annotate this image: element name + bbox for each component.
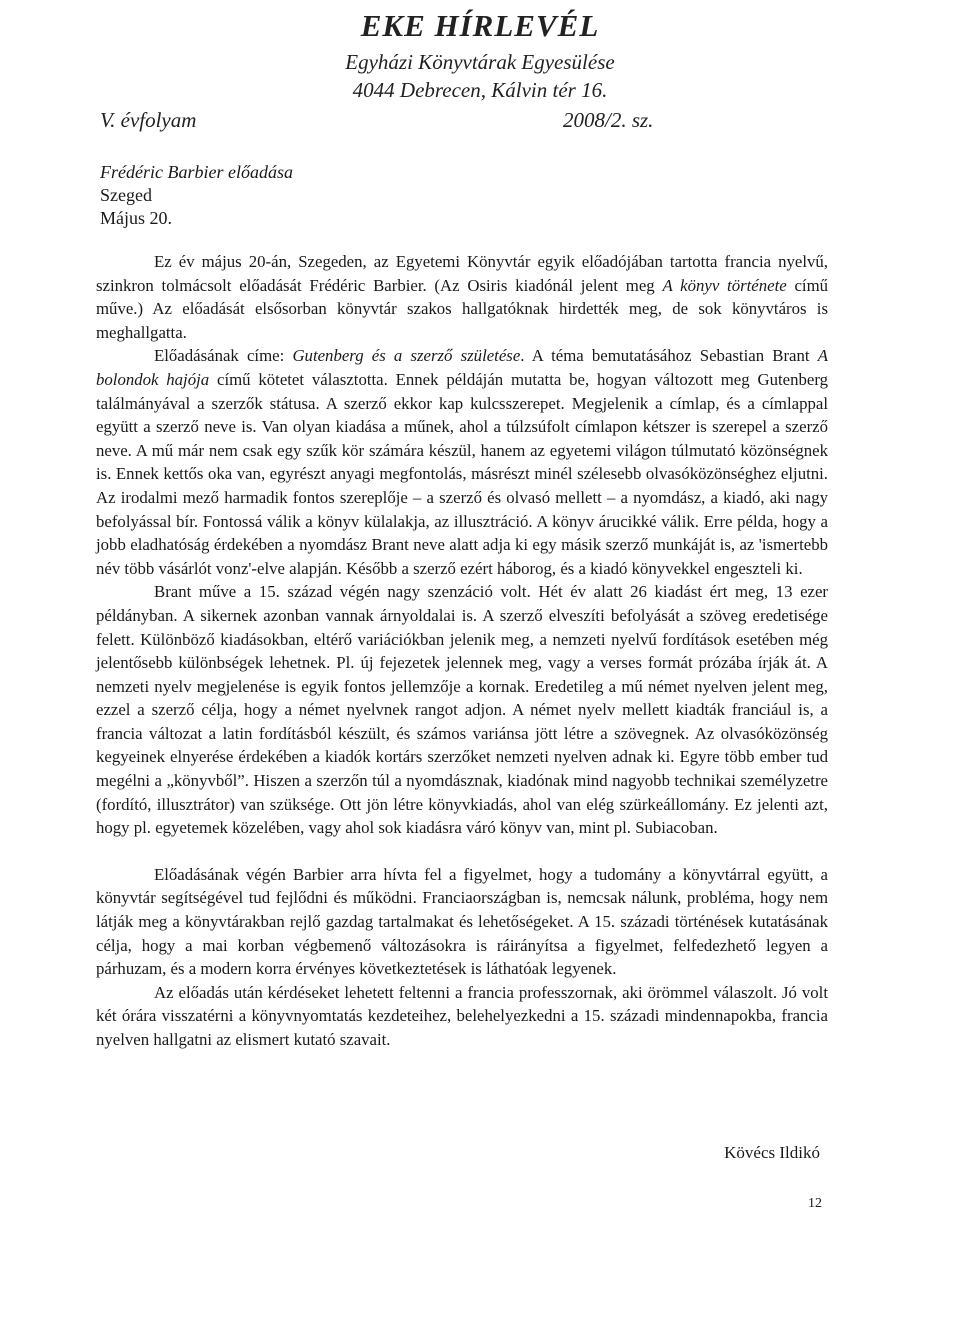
paragraph-text: Az előadás után kérdéseket lehetett feltenni a francia professzornak, aki örömmel válaszolt. Jó volt két órára visszatérni a könyvnyomtatás kezdeteihez, belehelyezkedni a 15. századi mindennapokba, francia nyelven hallgatni az elismert kutató szavait.	[96, 982, 828, 1049]
italic-title: A könyv története	[662, 275, 787, 295]
article-place: Szeged	[100, 185, 152, 205]
paragraph-text: Ez év május 20-án, Szegeden, az Egyetemi Könyvtár egyik előadójában tartotta francia nyelvű, szinkron tolmácsolt előadását Frédéric Barbier. (Az Osiris kiadónál jelent meg	[96, 252, 828, 295]
article-paragraph	[96, 863, 828, 981]
paragraph-text: című műve.) Az előadását elsősorban könyvtár szakos hallgatóknak hirdették meg, de sok könyvtáros is meghallgatta.	[96, 275, 829, 342]
italic-title: Gutenberg és a szerző születése	[292, 346, 521, 366]
organization-name: Egyházi Könyvtárak Egyesülése	[345, 50, 615, 74]
paragraph-text: . A téma bemutatásához Sebastian Brant	[520, 346, 818, 366]
paragraph-text: című kötetet választotta. Ennek példáján mutatta be, hogyan változott meg Gutenberg találmányával a szerzők státusa. A szerző ekkor kap kulcsszerepet. Megjelenik a címlap, és a címlappal együtt a szerző neve is. Van olyan kiadása a műnek, ahol a túlzsúfolt címlapon kétszer is szerepel a szerző neve. A mű már nem csak egy szűk kör számára készül, hanem az egyetemi világon túlmutató közönségnek is. Ennek kettős oka van, egyrészt anyagi megfontolás, másrészt minél szélesebb olvasóközönséghez eljutni. Az irodalmi mező harmadik fontos szereplője – a szerző és olvasó mellett – a nyomdász, a kiadó, aki nagy befolyással bír. Fontossá válik a könyv külalakja, az illusztráció. A könyv árucikké válik. Erre példa, hogy a jobb eladhatóság érdekében a nyomdász Brant neve alatt adja ki egy másik szerző munkáját is, az 'ismertebb név több vásárlót vonz'-elve alapján. Később a szerző ezért háborog, és a kiadó könyvekkel engeszteli ki.	[96, 369, 828, 578]
article-paragraph	[96, 580, 828, 840]
article-header	[100, 160, 860, 230]
article-date: Május 20.	[100, 208, 172, 228]
volume-label: V. évfolyam	[100, 108, 197, 132]
paragraph-text: Brant műve a 15. század végén nagy szenzáció volt. Hét év alatt 26 kiadást ért meg, 13 ezer példányban. A sikernek azonban vannak árnyoldalai is. A szerző elveszíti befolyását a szöveg eredetisége felett. Különböző kiadásokban, eltérő variációkban jelenik meg, a nemzeti nyelvű fordítások esetében még jelentősebb különbségek lehetnek. Pl. új fejezetek jelennek meg, vagy a verses formát prózába írják át. A nemzeti nyelv megjelenése is egyik fontos jellemzője a kornak. Eredetileg a mű német nyelven jelent meg, ezzel a szerző célja, hogy a német nyelvnek rangot adjon. A német nyelv mellett kiadták franciául is, a francia változat a latin fordításból készült, és számos variánsa jött létre a szövegnek. Az olvasóközönség kegyeinek elnyerése érdekében a kiadók kortárs szerzőket nemzeti nyelven adnak ki. Egyre több ember tud megélni a „könyvből”. Hiszen a szerzőn túl a nyomdásznak, kiadónak mind nagyobb technikai személyzetre (fordító, illusztrátor) van szüksége. Ott jön létre könyvkiadás, ahol van elég szürkeállomány. Ez jelenti azt, hogy pl. egyetemek közelében, vagy ahol sok kiadásra váró könyv van, mint pl. Subiacoban.	[96, 582, 828, 838]
paragraph-text: Előadásának végén Barbier arra hívta fel a figyelmet, hogy a tudomány a könyvtárral együtt, a könyvtár segítségével tud fejlődni és működni. Franciaországban is, nemcsak nálunk, probléma, hogy nem látják meg a könyvtárakban rejlő gazdag tartalmakat és lehetőségeket. A 15. századi történések kutatásának célja, hogy a mai korban végbemenő változásokra is ráirányítsa a figyelmet, felfedezhető legyen a párhuzam, és a modern korra érvényes következtetések is láthatóak legyenek.	[96, 864, 828, 979]
article-paragraph	[96, 344, 828, 580]
issue-number: 2008/2. sz.	[563, 108, 654, 132]
paragraph-text: Előadásának címe:	[154, 346, 293, 366]
page-number: 12	[808, 1196, 822, 1211]
article-paragraph	[96, 981, 828, 1052]
article-body	[96, 250, 828, 1052]
article-paragraph	[96, 250, 828, 344]
article-title: Frédéric Barbier előadása	[100, 162, 293, 182]
newsletter-title: EKE HÍRLEVÉL	[360, 8, 600, 43]
organization-address: 4044 Debrecen, Kálvin tér 16.	[352, 78, 608, 102]
author-signature: Kövécs Ildikó	[724, 1143, 820, 1162]
italic-title: A bolondok hajója	[96, 346, 828, 389]
